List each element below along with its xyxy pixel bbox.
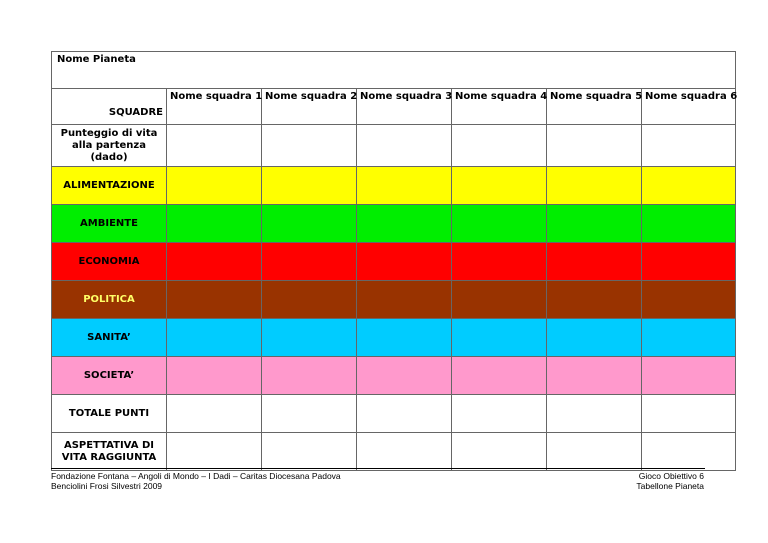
score-cell[interactable] bbox=[642, 357, 736, 395]
score-cell[interactable] bbox=[452, 281, 547, 319]
score-cell[interactable] bbox=[547, 319, 642, 357]
score-cell[interactable] bbox=[167, 125, 262, 167]
score-cell[interactable] bbox=[167, 395, 262, 433]
score-cell[interactable] bbox=[262, 125, 357, 167]
footer-credit-line: Fondazione Fontana – Angoli di Mondo – I Dadi – Caritas Diocesana Padova bbox=[51, 471, 341, 481]
header-row bbox=[52, 89, 736, 125]
planet-name-cell: Nome Pianeta bbox=[52, 52, 736, 89]
score-row bbox=[52, 281, 736, 319]
row-label: SANITA’ bbox=[52, 319, 167, 357]
score-cell[interactable] bbox=[547, 243, 642, 281]
score-cell[interactable] bbox=[642, 281, 736, 319]
squadre-label: SQUADRE bbox=[52, 89, 167, 125]
score-cell[interactable] bbox=[357, 357, 452, 395]
score-cell[interactable] bbox=[642, 243, 736, 281]
score-cell[interactable] bbox=[262, 319, 357, 357]
score-row bbox=[52, 357, 736, 395]
score-cell[interactable] bbox=[262, 205, 357, 243]
planet-scoreboard-table bbox=[51, 51, 736, 471]
score-cell[interactable] bbox=[262, 167, 357, 205]
row-label: SOCIETA’ bbox=[52, 357, 167, 395]
footer-right bbox=[636, 471, 704, 491]
footer-board-line: Tabellone Pianeta bbox=[636, 481, 704, 491]
score-cell[interactable] bbox=[642, 433, 736, 471]
score-cell[interactable] bbox=[357, 433, 452, 471]
score-cell[interactable] bbox=[452, 395, 547, 433]
score-cell[interactable] bbox=[547, 167, 642, 205]
score-cell[interactable] bbox=[167, 205, 262, 243]
score-cell[interactable] bbox=[547, 433, 642, 471]
score-cell[interactable] bbox=[642, 395, 736, 433]
score-cell[interactable] bbox=[357, 125, 452, 167]
score-cell[interactable] bbox=[452, 243, 547, 281]
score-cell[interactable] bbox=[167, 243, 262, 281]
score-cell[interactable] bbox=[262, 281, 357, 319]
row-label: AMBIENTE bbox=[52, 205, 167, 243]
score-cell[interactable] bbox=[167, 319, 262, 357]
team-header-3: Nome squadra 3 bbox=[357, 89, 452, 125]
score-cell[interactable] bbox=[547, 205, 642, 243]
score-cell[interactable] bbox=[547, 125, 642, 167]
footer-left bbox=[51, 471, 341, 491]
score-cell[interactable] bbox=[547, 395, 642, 433]
score-cell[interactable] bbox=[357, 395, 452, 433]
row-label: POLITICA bbox=[52, 281, 167, 319]
team-header-4: Nome squadra 4 bbox=[452, 89, 547, 125]
row-label: ECONOMIA bbox=[52, 243, 167, 281]
score-cell[interactable] bbox=[547, 281, 642, 319]
row-label: Punteggio di vita alla partenza (dado) bbox=[52, 125, 167, 167]
score-cell[interactable] bbox=[357, 319, 452, 357]
score-cell[interactable] bbox=[452, 433, 547, 471]
score-cell[interactable] bbox=[452, 205, 547, 243]
row-label: ALIMENTAZIONE bbox=[52, 167, 167, 205]
score-cell[interactable] bbox=[452, 319, 547, 357]
team-header-6: Nome squadra 6 bbox=[642, 89, 736, 125]
score-row bbox=[52, 395, 736, 433]
footer-divider bbox=[51, 468, 705, 469]
score-cell[interactable] bbox=[167, 433, 262, 471]
score-cell[interactable] bbox=[357, 167, 452, 205]
score-row bbox=[52, 125, 736, 167]
row-label: TOTALE PUNTI bbox=[52, 395, 167, 433]
score-cell[interactable] bbox=[642, 167, 736, 205]
score-cell[interactable] bbox=[357, 281, 452, 319]
team-header-5: Nome squadra 5 bbox=[547, 89, 642, 125]
score-cell[interactable] bbox=[642, 125, 736, 167]
score-row bbox=[52, 433, 736, 471]
score-cell[interactable] bbox=[642, 205, 736, 243]
score-cell[interactable] bbox=[452, 357, 547, 395]
score-cell[interactable] bbox=[357, 205, 452, 243]
score-cell[interactable] bbox=[262, 395, 357, 433]
score-row bbox=[52, 243, 736, 281]
score-cell[interactable] bbox=[167, 281, 262, 319]
team-header-2: Nome squadra 2 bbox=[262, 89, 357, 125]
team-header-1: Nome squadra 1 bbox=[167, 89, 262, 125]
score-cell[interactable] bbox=[262, 433, 357, 471]
score-cell[interactable] bbox=[167, 357, 262, 395]
score-cell[interactable] bbox=[262, 357, 357, 395]
score-cell[interactable] bbox=[547, 357, 642, 395]
score-cell[interactable] bbox=[452, 125, 547, 167]
score-cell[interactable] bbox=[452, 167, 547, 205]
score-row bbox=[52, 167, 736, 205]
score-cell[interactable] bbox=[357, 243, 452, 281]
score-cell[interactable] bbox=[167, 167, 262, 205]
score-row bbox=[52, 205, 736, 243]
score-cell[interactable] bbox=[262, 243, 357, 281]
footer-authors-line: Benciolini Frosi Silvestri 2009 bbox=[51, 481, 163, 491]
score-row bbox=[52, 319, 736, 357]
footer-game-line: Gioco Obiettivo 6 bbox=[638, 471, 704, 481]
score-cell[interactable] bbox=[642, 319, 736, 357]
row-label: ASPETTATIVA DI VITA RAGGIUNTA bbox=[52, 433, 167, 471]
